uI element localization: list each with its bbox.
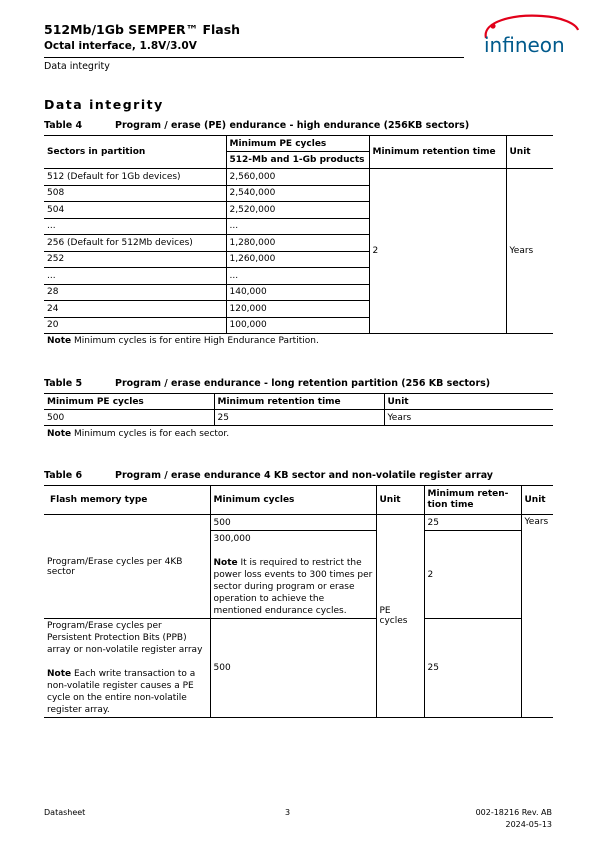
note-label: Note	[47, 669, 72, 679]
table6-row1-note	[214, 557, 373, 617]
footer-doc-number: 002-18216 Rev. AB	[475, 808, 552, 817]
table4-cycles-cell: ...	[226, 218, 369, 235]
table6-header-unit2: Unit	[521, 486, 553, 515]
table4-sectors-cell: 508	[44, 185, 226, 202]
table4-note	[47, 336, 319, 346]
note-label: Note	[47, 336, 72, 346]
table4-cycles-cell: 120,000	[226, 301, 369, 318]
table6-unit2-cell: Years	[524, 517, 549, 527]
table6-header-min-cycles: Minimum cycles	[210, 486, 376, 515]
infineon-logo	[472, 12, 582, 62]
table5-caption	[44, 378, 544, 390]
table4-sectors-cell: 20	[44, 317, 226, 334]
table4-cycles-cell: 1,260,000	[226, 251, 369, 268]
note-text: It is required to restrict the power loss events to 300 times per sector during program or erase operation to achieve the mentioned endurance cycles.	[213, 558, 373, 616]
table4-unit-cell: Years	[509, 246, 534, 256]
table4-caption	[44, 120, 544, 132]
table6-cycles-note-cell	[210, 531, 376, 619]
table4-cycles-cell: 2,560,000	[226, 169, 369, 186]
table4-header-min-pe: Minimum PE cycles	[226, 136, 369, 152]
table5	[44, 393, 553, 426]
table5-unit-cell: Years	[387, 412, 412, 423]
table6-cycles-cell: 500	[210, 619, 376, 718]
note-label: Note	[47, 429, 72, 439]
document-title: 512Mb/1Gb SEMPER™ Flash	[44, 22, 241, 37]
table4-sectors-cell: 512 (Default for 1Gb devices)	[44, 169, 226, 186]
table4-sectors-cell: 24	[44, 301, 226, 318]
running-section-name: Data integrity	[44, 61, 110, 72]
note-label: Note	[213, 558, 238, 568]
table5-number: Table 5	[44, 378, 83, 389]
table5-header-min-pe: Minimum PE cycles	[44, 394, 214, 410]
table4-cycles-cell: 100,000	[226, 317, 369, 334]
table4-cycles-cell: 140,000	[226, 284, 369, 301]
table5-header-unit: Unit	[384, 394, 553, 410]
table4-cycles-cell: 2,520,000	[226, 202, 369, 219]
table6-retention-cell: 2	[424, 531, 521, 619]
table5-title: Program / erase endurance - long retention partition (256 KB sectors)	[115, 378, 491, 389]
table4-cycles-cell: ...	[226, 268, 369, 285]
table4-sectors-cell: ...	[44, 218, 226, 235]
table4-cycles-cell: 2,540,000	[226, 185, 369, 202]
note-text: Minimum cycles is for each sector.	[71, 429, 230, 439]
table6-retention-cell: 25	[424, 515, 521, 531]
table5-header-retention: Minimum retention time	[214, 394, 384, 410]
table6-retention-cell: 25	[424, 619, 521, 718]
table4-header-unit: Unit	[506, 136, 553, 169]
table6-row2-note	[47, 668, 207, 716]
header-rule	[44, 57, 464, 58]
svg-text:infineon: infineon	[484, 33, 565, 57]
table4-header-products: 512-Mb and 1-Gb products	[226, 152, 369, 169]
table4-number: Table 4	[44, 120, 83, 131]
table5-note	[47, 429, 229, 439]
table4-header-retention: Minimum retention time	[369, 136, 506, 169]
footer-doc-type: Datasheet	[44, 808, 86, 817]
table6-header-type: Flash memory type	[44, 486, 210, 515]
table4-sectors-cell: 28	[44, 284, 226, 301]
table4-sectors-cell: 504	[44, 202, 226, 219]
table4-retention-cell: 2	[369, 169, 506, 334]
note-text: Minimum cycles is for entire High Endurance Partition.	[71, 336, 319, 346]
footer-page-number: 3	[285, 808, 291, 817]
table5-retention-cell: 25	[214, 410, 384, 426]
table4	[44, 135, 553, 334]
table5-min-pe-cell: 500	[44, 410, 214, 426]
table4-cycles-cell: 1,280,000	[226, 235, 369, 252]
table4-sectors-cell: 252	[44, 251, 226, 268]
table6-cycles-cell: 500	[210, 515, 376, 531]
table6-type-cell: Program/Erase cycles per 4KB sector	[44, 515, 210, 619]
table6-cycles-value: 300,000	[213, 534, 251, 544]
table-row	[44, 410, 553, 426]
table-row	[44, 169, 553, 186]
table4-header-sectors: Sectors in partition	[44, 136, 226, 169]
table4-sectors-cell: ...	[44, 268, 226, 285]
table6-type-note-cell	[44, 619, 210, 718]
table-row	[44, 515, 553, 531]
table4-title: Program / erase (PE) endurance - high endurance (256KB sectors)	[115, 120, 470, 131]
table6-header-retention: Minimum reten-tion time	[424, 486, 521, 515]
footer-date: 2024-05-13	[505, 820, 552, 829]
document-subtitle: Octal interface, 1.8V/3.0V	[44, 40, 197, 52]
table6-type-value: Program/Erase cycles per Persistent Protection Bits (PPB) array or non-volatile register array	[47, 621, 203, 655]
note-text: Each write transaction to a non-volatile register causes a PE cycle on the entire non-volatile register array.	[47, 669, 196, 715]
table-row	[44, 619, 553, 718]
section-heading: Data integrity	[44, 97, 164, 112]
table6-number: Table 6	[44, 470, 83, 481]
table6-caption	[44, 470, 544, 482]
table6-unit-cell: PE cycles	[376, 515, 424, 718]
table4-sectors-cell: 256 (Default for 512Mb devices)	[44, 235, 226, 252]
table6-header-unit: Unit	[376, 486, 424, 515]
table6-title: Program / erase endurance 4 KB sector and non-volatile register array	[115, 470, 494, 481]
table6	[44, 485, 553, 718]
